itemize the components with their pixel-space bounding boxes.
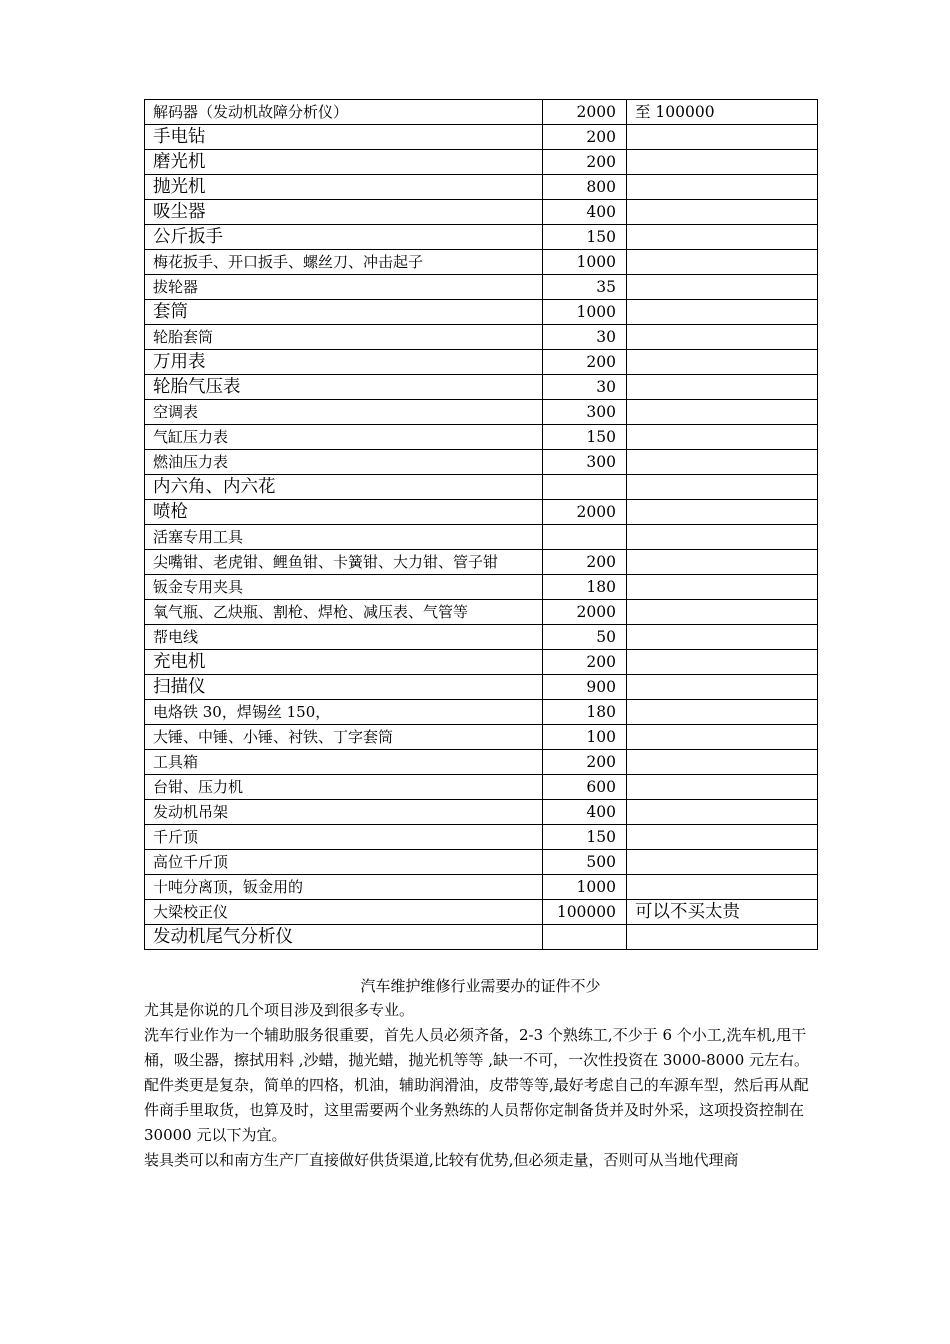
item-note-cell [627, 350, 818, 375]
table-row [145, 700, 818, 725]
table-row [145, 850, 818, 875]
body-text [144, 998, 816, 1173]
item-note-cell [627, 200, 818, 225]
table-row [145, 650, 818, 675]
item-name-cell: 钣金专用夹具 [145, 575, 543, 600]
item-price-cell: 300 [543, 450, 627, 475]
item-price-cell: 30 [543, 325, 627, 350]
item-note-cell [627, 125, 818, 150]
item-name-cell: 喷枪 [145, 500, 543, 525]
item-name-cell: 解码器（发动机故障分析仪） [145, 100, 543, 125]
item-note-cell [627, 775, 818, 800]
item-name-cell: 活塞专用工具 [145, 525, 543, 550]
table-row [145, 100, 818, 125]
table-row [145, 500, 818, 525]
item-name-cell: 十吨分离顶，钣金用的 [145, 875, 543, 900]
item-price-cell: 1000 [543, 875, 627, 900]
item-price-cell: 200 [543, 650, 627, 675]
table-row [145, 125, 818, 150]
paragraph-1: 尤其是你说的几个项目涉及到很多专业。 [144, 1001, 415, 1019]
item-price-cell: 1000 [543, 300, 627, 325]
item-name-cell: 梅花扳手、开口扳手、螺丝刀、冲击起子 [145, 250, 543, 275]
item-price-cell: 50 [543, 625, 627, 650]
item-note-cell [627, 875, 818, 900]
table-caption: 汽车维护维修行业需要办的证件不少 [360, 977, 601, 995]
item-price-cell [543, 475, 627, 500]
item-name-cell: 高位千斤顶 [145, 850, 543, 875]
item-note-cell [627, 925, 818, 950]
item-name-cell: 公斤扳手 [145, 225, 543, 250]
table-row [145, 400, 818, 425]
item-price-cell [543, 925, 627, 950]
table-row [145, 325, 818, 350]
item-name-cell: 尖嘴钳、老虎钳、鲤鱼钳、卡簧钳、大力钳、管子钳 [145, 550, 543, 575]
item-note-cell [627, 225, 818, 250]
item-note-cell [627, 450, 818, 475]
table-row [145, 450, 818, 475]
table-row [145, 275, 818, 300]
item-name-cell: 轮胎气压表 [145, 375, 543, 400]
table-row [145, 750, 818, 775]
item-name-cell: 电烙铁 30，焊锡丝 150， [145, 700, 543, 725]
item-price-cell: 200 [543, 125, 627, 150]
item-name-cell: 帮电线 [145, 625, 543, 650]
table-row [145, 600, 818, 625]
item-price-cell: 150 [543, 425, 627, 450]
table-body [145, 100, 818, 950]
item-note-cell [627, 700, 818, 725]
table-row [145, 175, 818, 200]
item-name-cell: 气缸压力表 [145, 425, 543, 450]
item-name-cell: 吸尘器 [145, 200, 543, 225]
table-row [145, 875, 818, 900]
item-name-cell: 发动机吊架 [145, 800, 543, 825]
item-name-cell: 台钳、压力机 [145, 775, 543, 800]
paragraph-3: 配件类更是复杂，简单的四格，机油，辅助润滑油，皮带等等,最好考虑自己的车源车型，然后再从配件商手里取货，也算及时，这里需要两个业务熟练的人员帮你定制备货并及时外采，这项投资控制在 30000 元以下为宜。 [144, 1076, 809, 1144]
item-name-cell: 工具箱 [145, 750, 543, 775]
table-row [145, 525, 818, 550]
item-price-cell: 2000 [543, 100, 627, 125]
item-note-cell [627, 425, 818, 450]
item-name-cell: 发动机尾气分析仪 [145, 925, 543, 950]
item-price-cell: 1000 [543, 250, 627, 275]
item-note-cell [627, 850, 818, 875]
item-note-cell [627, 400, 818, 425]
item-name-cell: 千斤顶 [145, 825, 543, 850]
item-name-cell: 扫描仪 [145, 675, 543, 700]
table-row [145, 475, 818, 500]
item-note-cell [627, 375, 818, 400]
item-note-cell [627, 625, 818, 650]
table-row [145, 550, 818, 575]
table-row [145, 250, 818, 275]
item-name-cell: 拔轮器 [145, 275, 543, 300]
table-row [145, 300, 818, 325]
item-note-cell [627, 475, 818, 500]
item-price-cell: 900 [543, 675, 627, 700]
table-row [145, 775, 818, 800]
item-name-cell: 空调表 [145, 400, 543, 425]
paragraph-4: 装具类可以和南方生产厂直接做好供货渠道,比较有优势,但必须走量，否则可从当地代理商 [144, 1151, 739, 1169]
table-row [145, 675, 818, 700]
item-note-cell [627, 525, 818, 550]
item-price-cell: 150 [543, 825, 627, 850]
item-note-cell [627, 750, 818, 775]
table-row [145, 800, 818, 825]
item-name-cell: 套筒 [145, 300, 543, 325]
item-price-cell: 500 [543, 850, 627, 875]
table-row [145, 225, 818, 250]
table-row [145, 575, 818, 600]
item-note-cell: 至 100000 [627, 100, 818, 125]
item-note-cell [627, 550, 818, 575]
item-price-cell: 180 [543, 700, 627, 725]
item-name-cell: 燃油压力表 [145, 450, 543, 475]
item-price-cell: 150 [543, 225, 627, 250]
paragraph-2: 洗车行业作为一个辅助服务很重要，首先人员必须齐备，2-3 个熟练工,不少于 6 个小工,洗车机,甩干桶，吸尘器，擦拭用料 ,沙蜡，抛光蜡，抛光机等等 ,缺一不可，一次性投资在 3000-8000 元左右。 [144, 1026, 810, 1069]
item-price-cell: 600 [543, 775, 627, 800]
item-note-cell [627, 325, 818, 350]
equipment-price-table [144, 99, 818, 950]
item-price-cell: 400 [543, 200, 627, 225]
item-note-cell [627, 800, 818, 825]
item-price-cell: 200 [543, 150, 627, 175]
item-price-cell: 200 [543, 550, 627, 575]
item-price-cell: 100000 [543, 900, 627, 925]
item-note-cell [627, 275, 818, 300]
item-name-cell: 轮胎套筒 [145, 325, 543, 350]
item-note-cell [627, 150, 818, 175]
item-note-cell [627, 650, 818, 675]
item-note-cell [627, 300, 818, 325]
item-name-cell: 抛光机 [145, 175, 543, 200]
table-row [145, 825, 818, 850]
item-note-cell [627, 675, 818, 700]
table-row [145, 425, 818, 450]
item-price-cell: 35 [543, 275, 627, 300]
item-name-cell: 充电机 [145, 650, 543, 675]
table-row [145, 625, 818, 650]
item-name-cell: 内六角、内六花 [145, 475, 543, 500]
item-name-cell: 大梁校正仪 [145, 900, 543, 925]
item-price-cell: 100 [543, 725, 627, 750]
table-row [145, 375, 818, 400]
item-note-cell: 可以不买太贵 [627, 900, 818, 925]
item-price-cell: 300 [543, 400, 627, 425]
item-price-cell [543, 525, 627, 550]
table-row [145, 150, 818, 175]
item-name-cell: 手电钻 [145, 125, 543, 150]
item-note-cell [627, 600, 818, 625]
item-price-cell: 30 [543, 375, 627, 400]
table-row [145, 350, 818, 375]
table-row [145, 200, 818, 225]
item-note-cell [627, 500, 818, 525]
item-price-cell: 200 [543, 350, 627, 375]
item-price-cell: 2000 [543, 500, 627, 525]
item-note-cell [627, 575, 818, 600]
item-note-cell [627, 175, 818, 200]
item-price-cell: 200 [543, 750, 627, 775]
table-row [145, 725, 818, 750]
item-price-cell: 2000 [543, 600, 627, 625]
item-price-cell: 180 [543, 575, 627, 600]
table-row [145, 925, 818, 950]
item-name-cell: 磨光机 [145, 150, 543, 175]
item-note-cell [627, 825, 818, 850]
item-note-cell [627, 250, 818, 275]
item-price-cell: 800 [543, 175, 627, 200]
item-price-cell: 400 [543, 800, 627, 825]
item-note-cell [627, 725, 818, 750]
item-name-cell: 氧气瓶、乙炔瓶、割枪、焊枪、减压表、气管等 [145, 600, 543, 625]
item-name-cell: 万用表 [145, 350, 543, 375]
item-name-cell: 大锤、中锤、小锤、衬铁、丁字套筒 [145, 725, 543, 750]
table-row [145, 900, 818, 925]
